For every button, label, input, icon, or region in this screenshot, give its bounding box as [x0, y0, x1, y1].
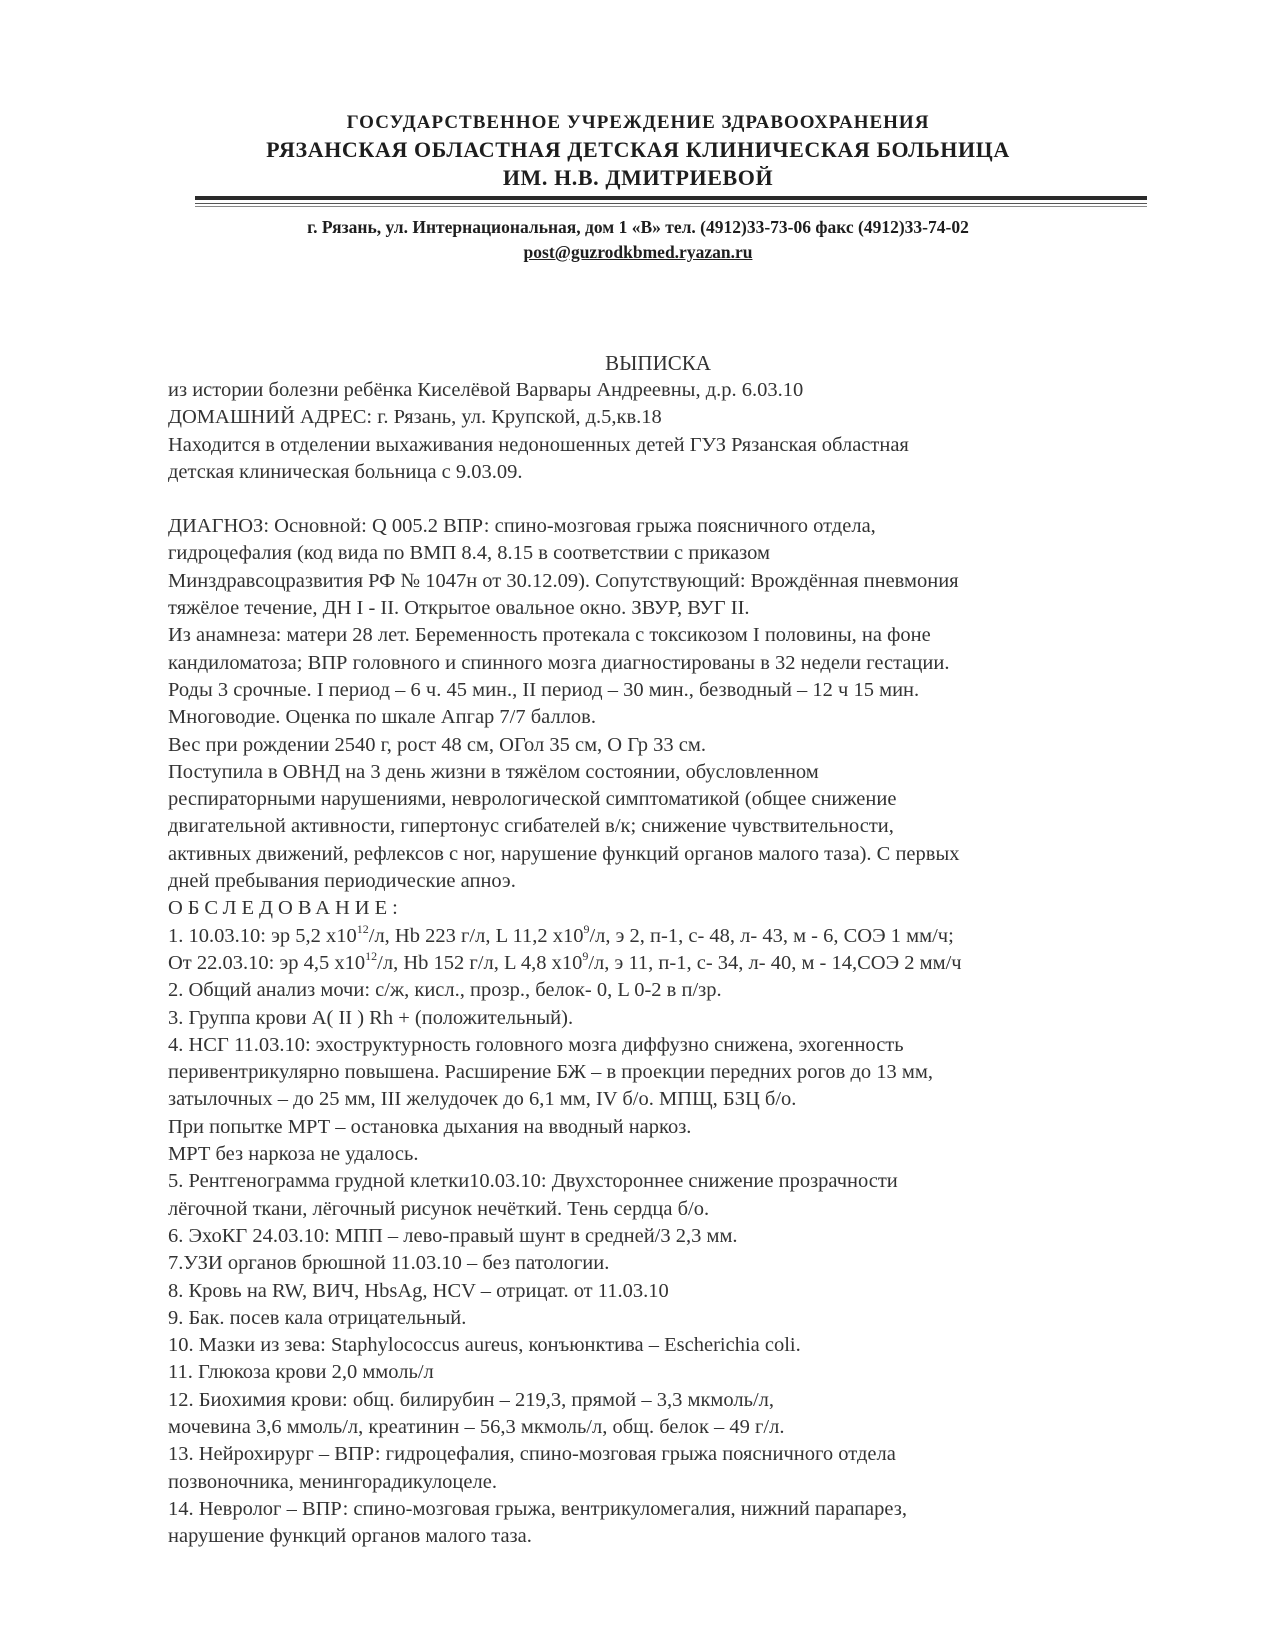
intro-line: детская клиническая больница с 9.03.09.: [168, 460, 523, 483]
exam-line: При попытке МРТ – остановка дыхания на вводный наркоз.: [168, 1115, 692, 1138]
exam-line: позвоночника, менингорадикулоцеле.: [168, 1470, 497, 1493]
intro-line: Находится в отделении выхаживания недоношенных детей ГУЗ Рязанская областная: [168, 433, 909, 456]
anamnesis-line: Из анамнеза: матери 28 лет. Беременность протекала с токсикозом I половины, на фоне: [168, 624, 931, 647]
exam-line: 10. Мазки из зева: Staphylococcus aureus, конъюнктива – Escherichia coli.: [168, 1334, 801, 1357]
exam-line: 11. Глюкоза крови 2,0 ммоль/л: [168, 1361, 434, 1384]
exam-line: затылочных – до 25 мм, III желудочек до 6,1 мм, IV б/о. МПЩ, БЗЦ б/о.: [168, 1088, 797, 1111]
letterhead-address: г. Рязань, ул. Интернациональная, дом 1 «В» тел. (4912)33-73-06 факс (4912)33-74-02: [307, 217, 969, 237]
anamnesis-line: Многоводие. Оценка по шкале Апгар 7/7 баллов.: [168, 706, 596, 729]
letterhead-named-after: ИМ. Н.В. ДМИТРИЕВОЙ: [502, 165, 774, 190]
exam-line: МРТ без наркоза не удалось.: [168, 1143, 419, 1166]
paragraph-gap: [168, 486, 1258, 513]
diagnosis-line: Минздравсоцразвития РФ № 1047н от 30.12.09). Сопутствующий: Врождённая пневмония: [168, 569, 959, 592]
exam-line: перивентрикулярно повышена. Расширение БЖ – в проекции передних рогов до 13 мм,: [168, 1061, 933, 1084]
exam-line: мочевина 3,6 ммоль/л, креатинин – 56,3 мкмоль/л, общ. белок – 49 г/л.: [168, 1415, 785, 1438]
intro-line: ДОМАШНИЙ АДРЕС: г. Рязань, ул. Крупской, д.5,кв.18: [168, 406, 662, 429]
anamnesis-line: Роды 3 срочные. I период – 6 ч. 45 мин., II период – 30 мин., безводный – 12 ч 15 мин.: [168, 678, 920, 701]
exam-line: 12. Биохимия крови: общ. билирубин – 219,3, прямой – 3,3 мкмоль/л,: [168, 1388, 775, 1411]
document-body: [168, 377, 1258, 1550]
diagnosis-line: гидроцефалия (код вида по ВМП 8.4, 8.15 в соответствии с приказом: [168, 542, 770, 565]
exam-line: 8. Кровь на RW, ВИЧ, HbsAg, HCV – отрицат. от 11.03.10: [168, 1279, 669, 1302]
letterhead-divider-thin: [195, 203, 1147, 204]
exam-line: 13. Нейрохирург – ВПР: гидроцефалия, спино-мозговая грыжа поясничного отдела: [168, 1443, 896, 1466]
letterhead: [0, 110, 1276, 192]
letterhead-divider: [195, 196, 1147, 200]
exam-line: 14. Невролог – ВПР: спино-мозговая грыжа, вентрикуломегалия, нижний парапарез,: [168, 1497, 907, 1520]
exam-line: 4. НСГ 11.03.10: эхоструктурность головного мозга диффузно снижена, эхогенность: [168, 1033, 904, 1056]
anamnesis-line: Вес при рождении 2540 г, рост 48 см, ОГол 35 см, О Гр 33 см.: [168, 733, 706, 756]
diagnosis-line: тяжёлое течение, ДН I - II. Открытое овальное окно. ЗВУР, ВУГ II.: [168, 597, 750, 620]
intro-line: из истории болезни ребёнка Киселёвой Варвары Андреевны, д.р. 6.03.10: [168, 379, 804, 401]
document-title: ВЫПИСКА: [605, 351, 711, 375]
exam-line: 9. Бак. посев кала отрицательный.: [168, 1306, 467, 1329]
letterhead-hospital-name: РЯЗАНСКАЯ ОБЛАСТНАЯ ДЕТСКАЯ КЛИНИЧЕСКАЯ БОЛЬНИЦА: [266, 137, 1010, 162]
letterhead-institution-type: ГОСУДАРСТВЕННОЕ УЧРЕЖДЕНИЕ ЗДРАВООХРАНЕНИЯ: [346, 112, 930, 133]
exam-blood-test-1: 1. 10.03.10: эр 5,2 $х10^{12}/л$, Hb 223 г/л, L 11,2 $х10^9/л$, э 2, п-1, с- 48, л- 43, м - 6, СОЭ 1 мм/ч;: [168, 921, 954, 947]
exam-blood-test-2: От 22.03.10: эр 4,5 $х10^{12}/л$, Hb 152 г/л, L 4,8 $х10^9/л$, э 11, п-1, с- 34, л- 40, м - 14,СОЭ 2 мм/ч: [168, 948, 962, 974]
anamnesis-line: дней пребывания периодические апноэ.: [168, 870, 516, 893]
anamnesis-line: Поступила в ОВНД на 3 день жизни в тяжёлом состоянии, обусловленном: [168, 760, 819, 783]
exam-line: лёгочной ткани, лёгочный рисунок нечёткий. Тень сердца б/о.: [168, 1197, 710, 1220]
exam-line: 7.УЗИ органов брюшной 11.03.10 – без патологии.: [168, 1252, 610, 1275]
diagnosis-line: ДИАГНОЗ: Основной: Q 005.2 ВПР: спино-мозговая грыжа поясничного отдела,: [168, 515, 876, 538]
anamnesis-line: кандиломатоза; ВПР головного и спинного мозга диагностированы в 32 недели гестации.: [168, 651, 950, 674]
exam-heading: ОБСЛЕДОВАНИЕ:: [168, 897, 403, 920]
anamnesis-line: активных движений, рефлексов с ног, нарушение функций органов малого таза). С первых: [168, 842, 960, 865]
exam-line: нарушение функций органов малого таза.: [168, 1525, 532, 1548]
letterhead-contacts: [0, 215, 1276, 264]
exam-line: 6. ЭхоКГ 24.03.10: МПП – лево-правый шунт в средней/3 2,3 мм.: [168, 1224, 738, 1247]
exam-line: 2. Общий анализ мочи: с/ж, кисл., прозр., белок- 0, L 0-2 в п/зр.: [168, 979, 722, 1002]
anamnesis-line: респираторными нарушениями, неврологической симптоматикой (общее снижение: [168, 788, 897, 811]
exam-line: 3. Группа крови А( II ) Rh + (положительный).: [168, 1006, 574, 1029]
exam-line: 5. Рентгенограмма грудной клетки10.03.10: Двухстороннее снижение прозрачности: [168, 1170, 898, 1193]
letterhead-email: post@guzrodkbmed.ryazan.ru: [523, 242, 753, 262]
letterhead-divider-thin-2: [195, 206, 1147, 207]
anamnesis-line: двигательной активности, гипертонус сгибателей в/к; снижение чувствительности,: [168, 815, 894, 838]
